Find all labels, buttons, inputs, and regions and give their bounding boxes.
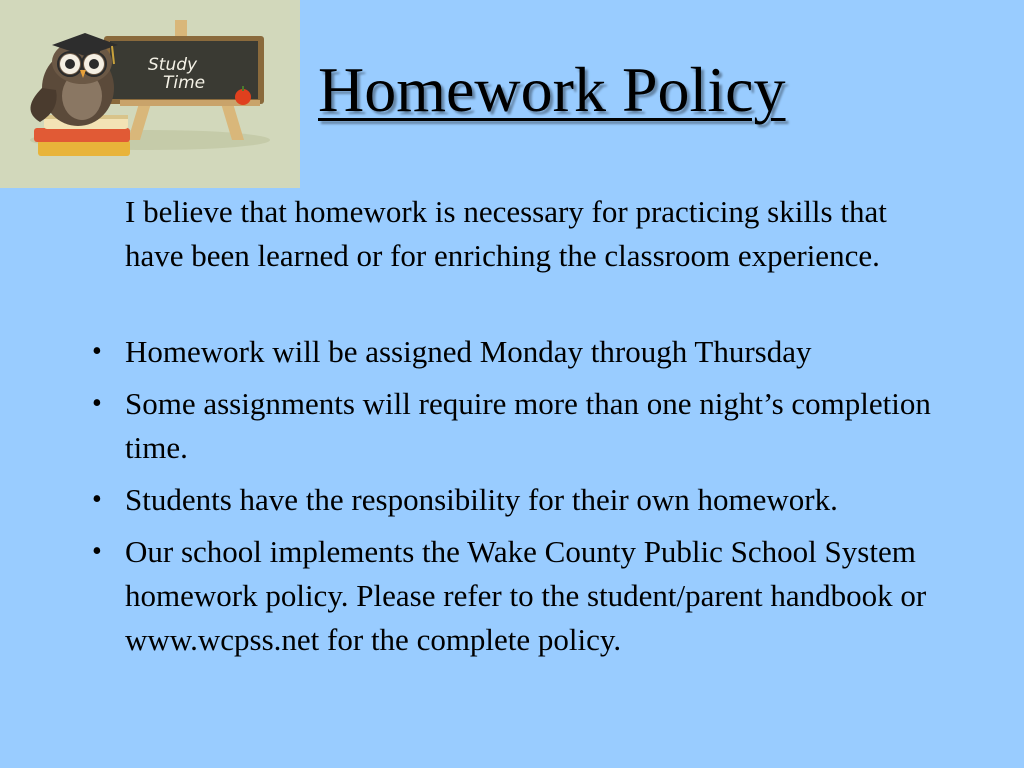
chalkboard-text-line1: Study — [148, 55, 198, 75]
bullet-text: Homework will be assigned Monday through Thursday — [125, 334, 812, 369]
bullet-text: Some assignments will require more than one night’s completion time. — [125, 386, 931, 465]
bullet-text: Our school implements the Wake County Public School System homework policy. Please refer to the student/parent handbook or www.wcpss.net for the complete policy. — [125, 534, 927, 657]
list-item — [88, 330, 968, 374]
bullet-icon: • — [92, 388, 102, 419]
bullet-icon: • — [92, 484, 102, 515]
intro-paragraph: I believe that homework is necessary for practicing skills that have been learned or for enriching the classroom experience. — [125, 194, 887, 273]
bullet-icon: • — [92, 336, 102, 367]
owl-studying-chalkboard-icon — [0, 0, 300, 188]
chalkboard-text-line2: Time — [163, 73, 206, 93]
bullet-list — [88, 330, 968, 670]
bullet-text: Students have the responsibility for their own homework. — [125, 482, 838, 517]
list-item — [88, 382, 968, 470]
list-item — [88, 478, 968, 522]
list-item — [88, 530, 968, 662]
page-title: Homework Policy — [318, 54, 786, 125]
bullet-icon: • — [92, 536, 102, 567]
